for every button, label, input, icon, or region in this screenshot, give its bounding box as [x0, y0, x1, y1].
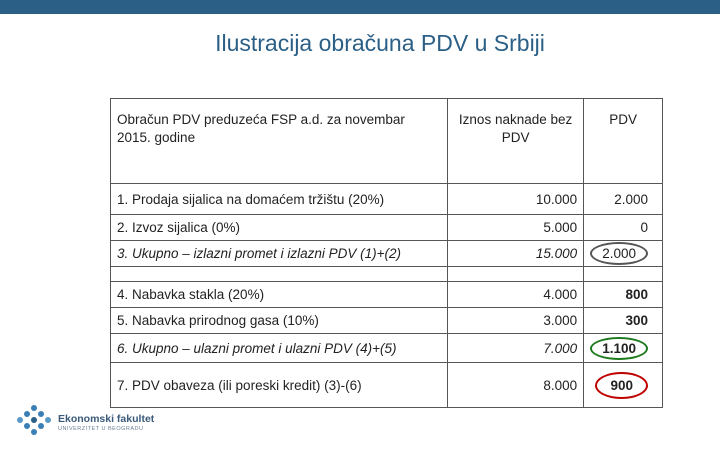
header-base-amount: Iznos naknade bez PDV [448, 99, 584, 184]
table-row [111, 241, 663, 267]
table-row [111, 308, 663, 334]
row-base-amount: 3.000 [448, 308, 584, 334]
row-vat: 800 [584, 282, 663, 308]
table-spacer-row [111, 267, 663, 282]
row-label: 2. Izvoz sijalica (0%) [111, 215, 448, 241]
logo-subtitle: UNIVERZITET U BEOGRADU [58, 426, 144, 432]
header-vat: PDV [584, 99, 663, 184]
row-label: 3. Ukupno – izlazni promet i izlazni PDV (1)+(2) [111, 241, 448, 267]
table-header-row [111, 99, 663, 184]
row-vat [584, 241, 663, 267]
row-vat [584, 363, 663, 408]
row-vat: 0 [584, 215, 663, 241]
row-base-amount: 7.000 [448, 334, 584, 363]
faculty-logo [14, 404, 164, 440]
top-accent-bar [0, 0, 720, 14]
circled-vat-liability: 900 [595, 372, 648, 399]
slide-title: Ilustracija obračuna PDV u Srbiji [215, 30, 545, 56]
header-description: Obračun PDV preduzeća FSP a.d. za novembar 2015. godine [111, 99, 448, 184]
row-base-amount: 10.000 [448, 184, 584, 215]
row-label: 5. Nabavka prirodnog gasa (10%) [111, 308, 448, 334]
table-row [111, 363, 663, 408]
row-label: 7. PDV obaveza (ili poreski kredit) (3)-(6) [111, 363, 448, 408]
circled-output-vat: 2.000 [590, 242, 648, 265]
vat-calculation-table [110, 98, 663, 408]
row-vat [584, 334, 663, 363]
row-label: 6. Ukupno – ulazni promet i ulazni PDV (4)+(5) [111, 334, 448, 363]
row-base-amount: 8.000 [448, 363, 584, 408]
row-vat: 2.000 [584, 184, 663, 215]
row-base-amount: 5.000 [448, 215, 584, 241]
table-row [111, 334, 663, 363]
logo-dots-icon [14, 404, 54, 440]
row-base-amount: 4.000 [448, 282, 584, 308]
row-base-amount: 15.000 [448, 241, 584, 267]
table-row [111, 282, 663, 308]
row-label: 4. Nabavka stakla (20%) [111, 282, 448, 308]
row-vat: 300 [584, 308, 663, 334]
row-label: 1. Prodaja sijalica na domaćem tržištu (20%) [111, 184, 448, 215]
table-row [111, 184, 663, 215]
table-row [111, 215, 663, 241]
logo-name: Ekonomski fakultet [58, 413, 155, 425]
circled-input-vat: 1.100 [590, 337, 648, 360]
